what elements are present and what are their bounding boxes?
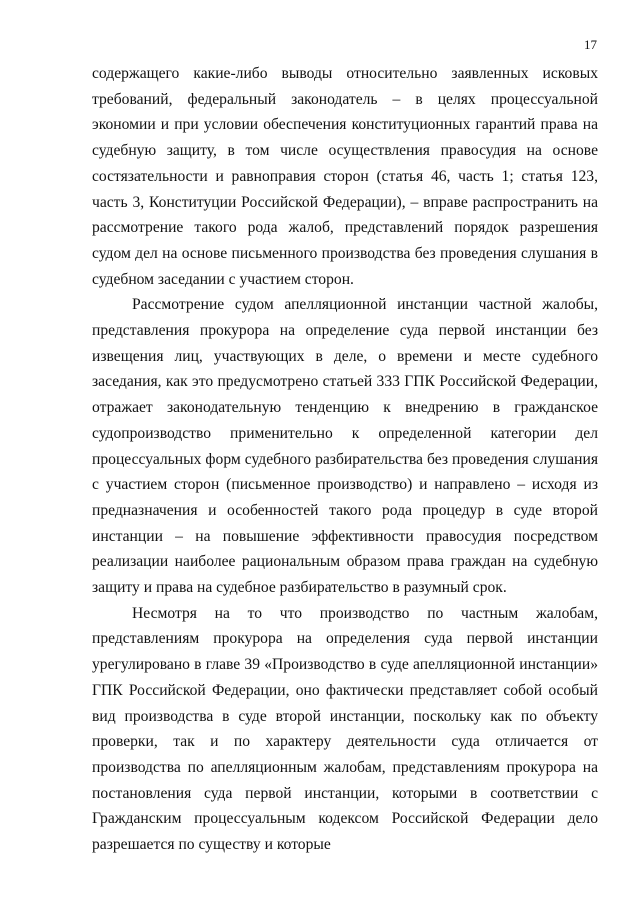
paragraph: Несмотря на то что производство по частным жалобам, представлениям прокурора на определения суда первой инстанции урегулировано в главе 39 «Производство в суде апелляционной инстанции» ГПК Российской Федерации, оно фактически представляет собой особый вид производства в суде второй инстанции, поскольку как по объекту проверки, так и по характеру деятельности суда отличается от производства по апелляционным жалобам, представлениям прокурора на постановления суда первой инстанции, которыми в соответствии с Гражданским процессуальным кодексом Российской Федерации дело разрешается по существу и которые: [92, 604, 598, 854]
page-number: 17: [584, 37, 597, 52]
paragraph: Рассмотрение судом апелляционной инстанции частной жалобы, представления прокурора на определение суда первой инстанции без извещения лиц, участвующих в деле, о времени и месте судебного заседания, как это предусмотрено статьей 333 ГПК Российской Федерации, отражает законодательную тенденцию к внедрению в гражданское судопроизводство применительно к определенной категории дел процессуальных форм судебного разбирательства без проведения слушания с участием сторон (письменное производство) и направлено – исходя из предназначения и особенностей такого рода процедур в суде второй инстанции – на повышение эффективности правосудия посредством реализации наиболее рациональным образом права граждан на судебную защиту и права на судебное разбирательство в разумный срок.: [92, 296, 598, 597]
paragraph-continuation: содержащего какие-либо выводы относительно заявленных исковых требований, федеральный законодатель – в целях процессуальной экономии и при условии обеспечения конституционных гарантий права на судебную защиту, в том числе осуществления правосудия на основе состязательности и равноправия сторон (статья 46, часть 1; статья 123, часть 3, Конституции Российской Федерации), – вправе распространить на рассмотрение такого рода жалоб, представлений порядок разрешения судом дел на основе письменного производства без проведения слушания в судебном заседании с участием сторон.: [92, 65, 598, 288]
document-body: [92, 61, 598, 858]
